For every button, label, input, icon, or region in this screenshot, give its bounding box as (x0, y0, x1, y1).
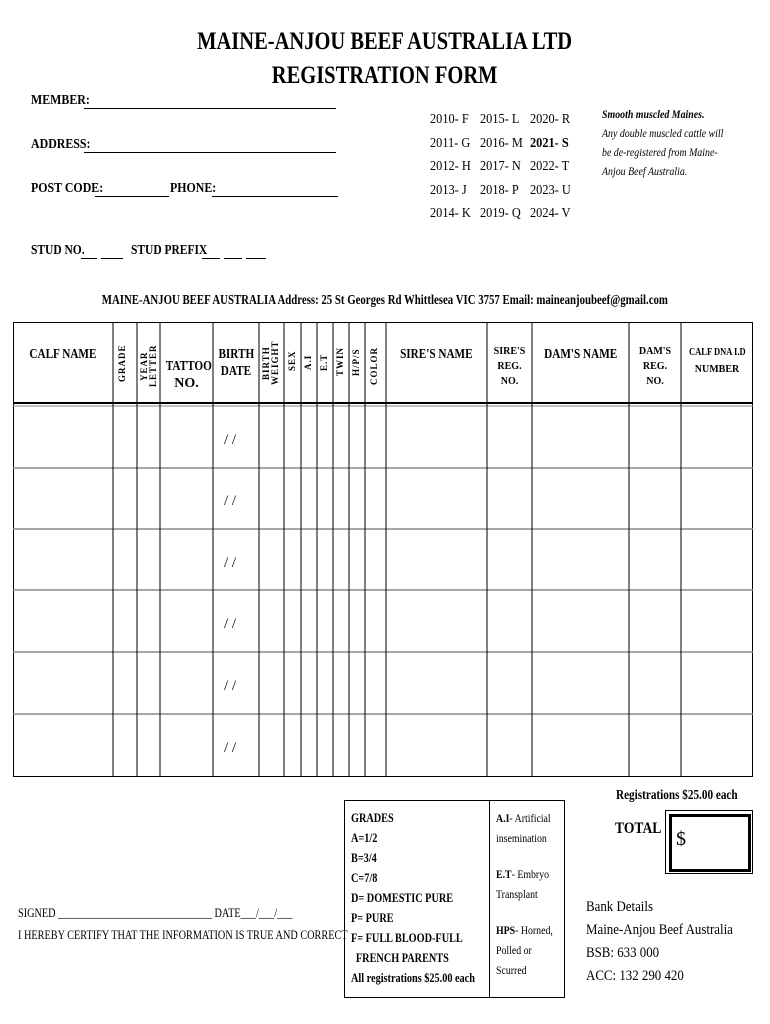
contact-line: MAINE-ANJOU BEEF AUSTRALIA Address: 25 St Georges Rd Whittlesea VIC 3757 Email: maineanjoubeef@gmail.com (101, 292, 669, 307)
year-letter: 2015- L (480, 112, 520, 127)
phone-field (170, 181, 224, 197)
muscled-note (602, 106, 732, 182)
year-letter: 2024- V (530, 206, 571, 221)
header-color: COLOR (369, 347, 379, 386)
header-sire-reg: SIRE'S REG. NO. (493, 346, 526, 387)
total-label: TOTAL (615, 820, 662, 837)
header-birth-date: BIRTHDATE (218, 347, 254, 379)
bank-name: Maine-Anjou Beef Australia (586, 922, 733, 938)
grades-list (351, 808, 502, 988)
bank-details (586, 896, 757, 988)
year-letter: 2022- T (530, 159, 570, 174)
member-field[interactable] (31, 93, 100, 109)
year-letter: 2012- H (430, 159, 471, 174)
stud-no-label: STUD NO. (31, 243, 85, 258)
bank-bsb: BSB: 633 000 (586, 945, 660, 961)
birth-date-input[interactable]: / / (224, 678, 237, 694)
birth-date-input[interactable]: / / (224, 493, 237, 509)
grade-item: All registrations $25.00 each (351, 971, 475, 985)
year-letter: 2013- J (430, 182, 467, 198)
bank-acc: ACC: 132 290 420 (586, 968, 684, 984)
grade-item: A=1/2 (351, 831, 378, 845)
birth-date-input[interactable]: / / (224, 555, 237, 571)
year-letter: 2020- R (530, 112, 571, 127)
grade-item: FRENCH PARENTS (355, 951, 449, 965)
header-twin: TWIN (335, 346, 345, 376)
stud-prefix-label: STUD PREFIX (131, 243, 208, 258)
grade-item: P= PURE (351, 911, 394, 925)
birth-date-input[interactable]: / / (224, 432, 237, 448)
stud-prefix-field (131, 243, 224, 259)
table-grid (13, 322, 753, 777)
year-letter: 2014- K (430, 206, 471, 221)
member-label: MEMBER: (31, 93, 90, 108)
address-label: ADDRESS: (31, 137, 91, 152)
abbr-et: E.T- Embryo Transplant (496, 867, 550, 901)
year-letter: 2016- M (480, 135, 523, 151)
year-letters-col2 (480, 108, 529, 226)
abbreviations-list (496, 808, 565, 990)
phone-label: PHONE: (170, 181, 217, 196)
year-letter: 2011- G (430, 135, 471, 151)
grade-item: F= FULL BLOOD-FULL (351, 931, 463, 945)
note-line: Smooth muscled Maines. (602, 109, 705, 121)
phone-line[interactable] (212, 196, 338, 197)
header-grade: GRADE (117, 344, 127, 382)
grade-item: C=7/8 (351, 871, 378, 885)
header-hps: H/P/S (351, 348, 361, 376)
address-field (31, 137, 101, 153)
stud-prefix-line-3[interactable] (246, 258, 266, 259)
year-letter: 2019- Q (480, 206, 521, 221)
header-year-letter: YEAR LETTER (139, 344, 158, 388)
stud-prefix-line-2[interactable] (224, 258, 242, 259)
year-letters-col3 (530, 108, 576, 226)
year-letter: 2023- U (530, 182, 571, 198)
grade-item: D= DOMESTIC PURE (351, 891, 454, 905)
grade-item: GRADES (351, 811, 394, 825)
year-letter: 2010- F (430, 112, 469, 127)
certify-statement: I HEREBY CERTIFY THAT THE INFORMATION IS TRUE AND CORRECT (18, 928, 348, 942)
member-line[interactable] (84, 108, 336, 109)
header-dna: CALF DNA I.D NUMBER (688, 347, 746, 375)
postcode-field (31, 181, 116, 197)
header-dam-name: DAM'S NAME (543, 347, 618, 362)
form-title: MAINE-ANJOU BEEF AUSTRALIA LTD (197, 28, 573, 55)
stud-prefix-line-1[interactable] (202, 258, 220, 259)
signature-line[interactable]: SIGNED ______________________________ DATE___/___/___ (18, 906, 293, 920)
postcode-line[interactable] (95, 196, 169, 197)
header-sire-name: SIRE'S NAME (400, 347, 473, 362)
header-et: E.T (319, 353, 329, 371)
header-calf-name: CALF NAME (29, 347, 97, 362)
year-letter: 2017- N (480, 159, 521, 174)
header-ai: A.I (303, 354, 313, 370)
note-line: Any double muscled cattle will (602, 128, 724, 140)
grade-item: B=3/4 (351, 851, 377, 865)
stud-no-line-1[interactable] (81, 258, 97, 259)
form-subtitle: REGISTRATION FORM (272, 62, 498, 89)
header-tattoo: TATTOO NO. (165, 359, 212, 391)
postcode-label: POST CODE: (31, 181, 104, 196)
year-letter: 2018- P (480, 182, 519, 198)
header-sex: SEX (287, 350, 297, 372)
abbr-ai: A.I- Artificial insemination (496, 811, 551, 845)
abbr-hps: HPS- Horned, Polled or Scurred (496, 923, 553, 977)
bank-title: Bank Details (586, 899, 653, 915)
registration-table (13, 322, 753, 777)
year-letter-current: 2021- S (530, 135, 569, 151)
header-dam-reg: DAM'S REG. NO. (638, 346, 672, 387)
note-line: Anjou Beef Australia. (602, 166, 688, 178)
birth-date-input[interactable]: / / (224, 740, 237, 756)
header-birth-weight: BIRTH WEIGHT (261, 340, 280, 386)
year-letters-col1 (430, 108, 476, 226)
stud-no-field (31, 243, 96, 259)
total-currency: $ (676, 828, 686, 850)
birth-date-input[interactable]: / / (224, 616, 237, 632)
stud-no-line-2[interactable] (101, 258, 123, 259)
registration-fee: Registrations $25.00 each (616, 788, 738, 803)
address-line[interactable] (84, 152, 336, 153)
note-line: be de-registered from Maine- (602, 147, 718, 159)
